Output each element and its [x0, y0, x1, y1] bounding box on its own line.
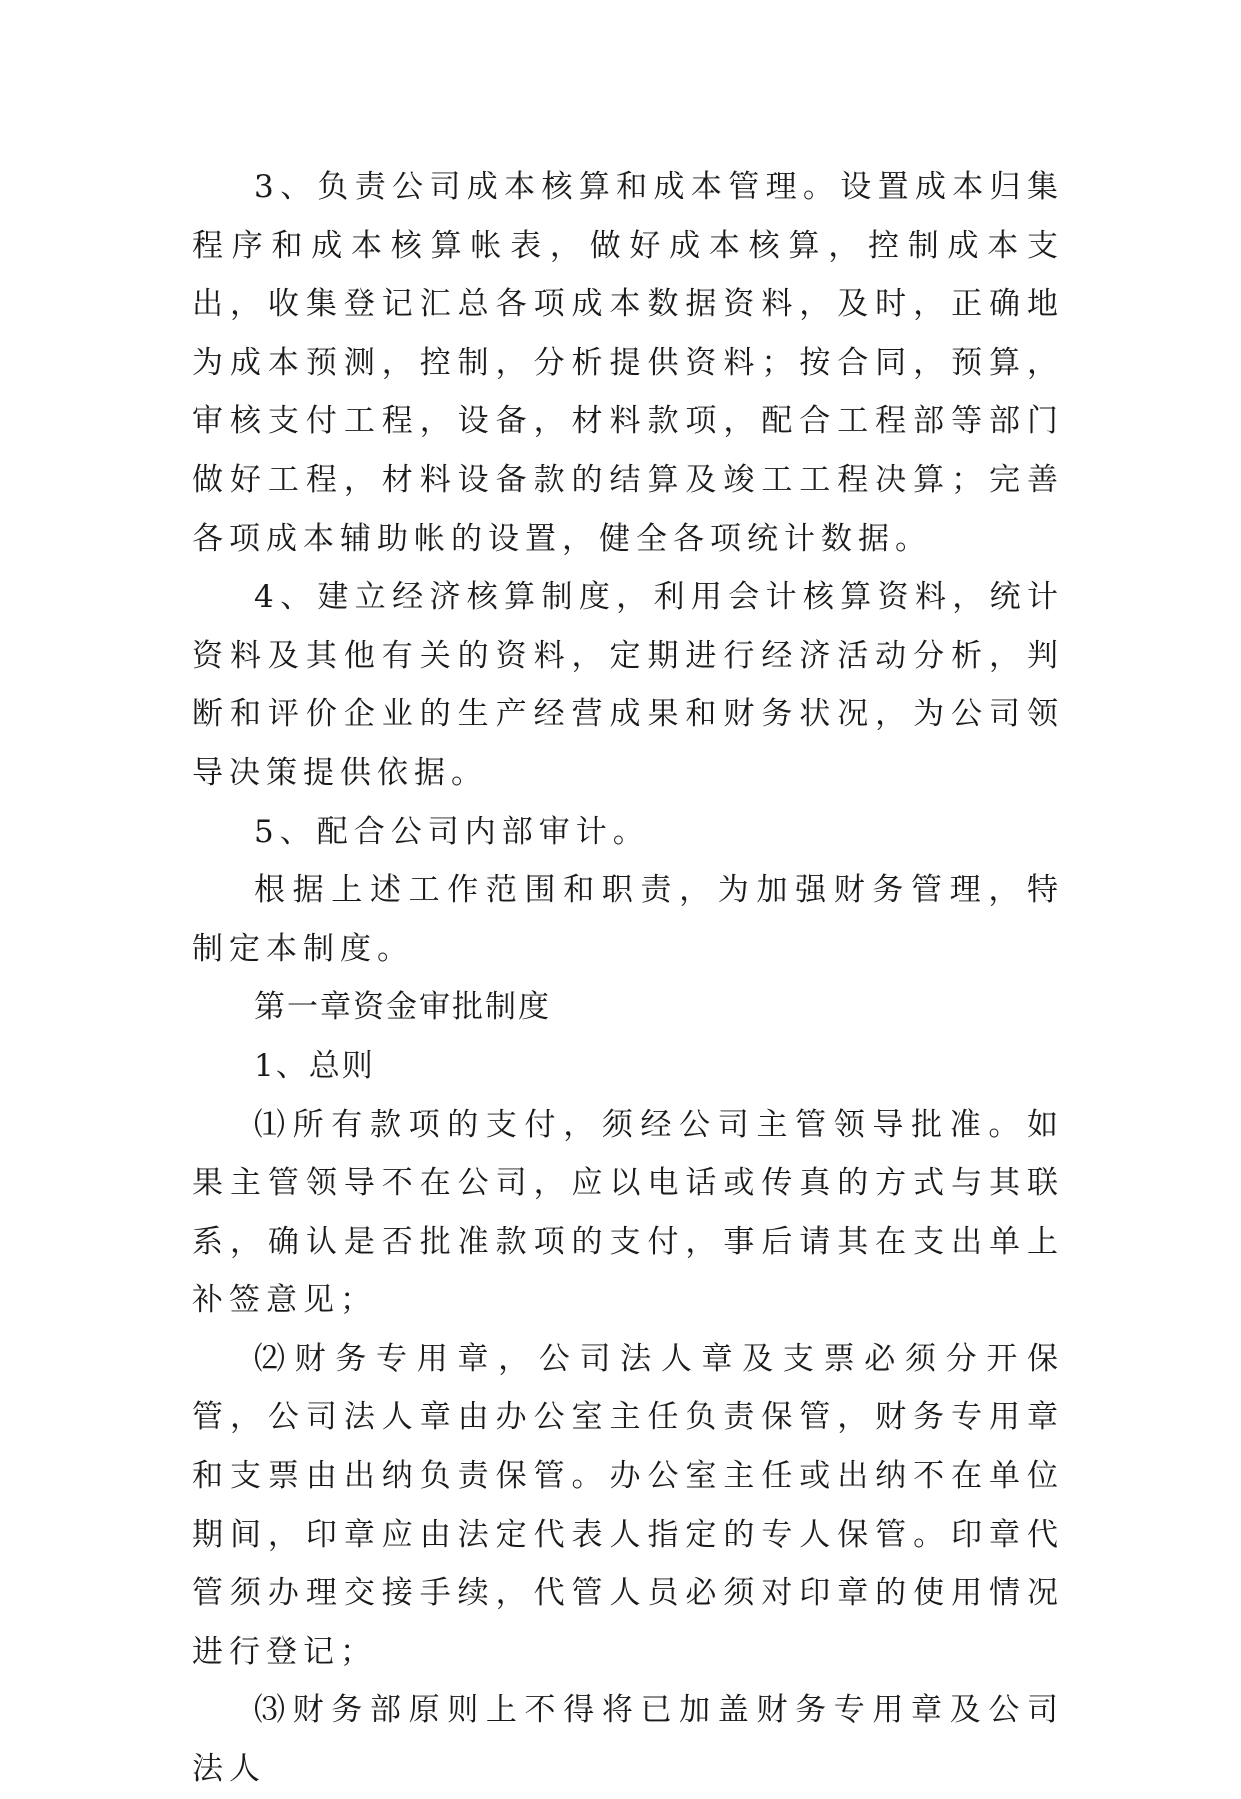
clause-payment-approval: ⑴所有款项的支付，须经公司主管领导批准。如果主管领导不在公司，应以电话或传真的方式与其联系，确认是否批准款项的支付，事后请其在支出单上补签意见； [192, 1106, 1064, 1319]
paragraph-cost-accounting: 3、负责公司成本核算和成本管理。设置成本归集程序和成本核算帐表，做好成本核算，控制成本支出，收集登记汇总各项成本数据资料，及时，正确地为成本预测，控制，分析提供资料；按合同，预算，审核支付工程，设备，材料款项，配合工程部等部门做好工程，材料设备款的结算及竣工工程决算；完善各项成本辅助帐的设置，健全各项统计数据。 [192, 169, 1064, 557]
paragraph-internal-audit: 5、配合公司内部审计。 [254, 813, 650, 850]
chapter-heading: 第一章资金审批制度 [254, 989, 551, 1026]
document-body [192, 158, 1064, 1799]
section-heading-general: 1、总则 [254, 1047, 375, 1084]
clause-finance-seal-usage: ⑶财务部原则上不得将已加盖财务专用章及公司法人 [192, 1692, 1064, 1788]
clause-seal-custody: ⑵财务专用章，公司法人章及支票必须分开保管，公司法人章由办公室主任负责保管，财务专用章和支票由出纳负责保管。办公室主任或出纳不在单位期间，印章应由法定代表人指定的专人保管。印章代管须办理交接手续，代管人员必须对印章的使用情况进行登记； [192, 1340, 1064, 1670]
paragraph-purpose: 根据上述工作范围和职责，为加强财务管理，特制定本制度。 [192, 872, 1064, 967]
paragraph-economic-accounting: 4、建立经济核算制度，利用会计核算资料，统计资料及其他有关的资料，定期进行经济活动分析，判断和评价企业的生产经营成果和财务状况，为公司领导决策提供依据。 [192, 579, 1064, 791]
